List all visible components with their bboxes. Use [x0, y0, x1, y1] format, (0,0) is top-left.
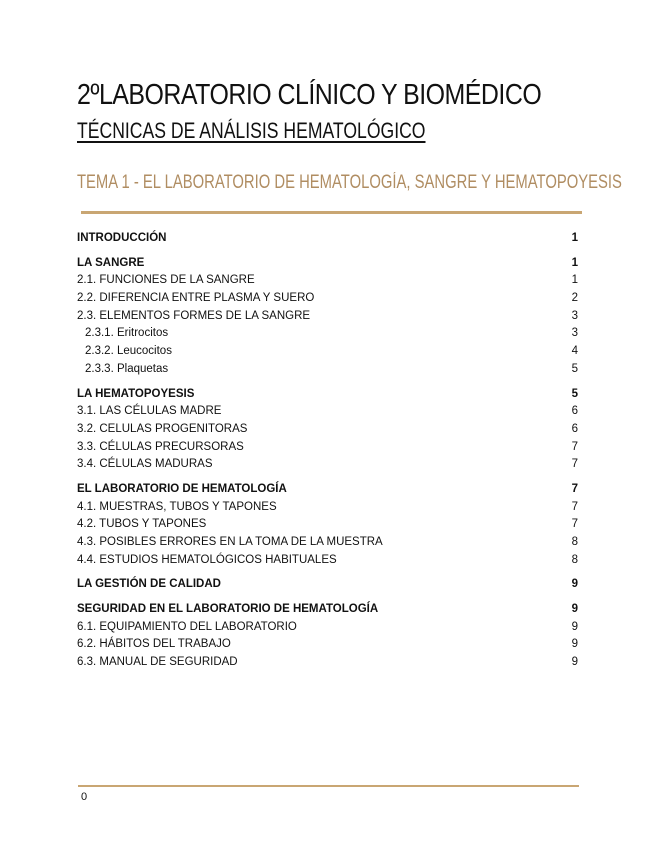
toc-entry[interactable] — [77, 361, 578, 379]
toc-entry-page: 8 — [571, 536, 578, 548]
toc-entry-label: 6.3. MANUAL DE SEGURIDAD — [77, 656, 238, 669]
toc-entry-label: 2.3.3. Plaquetas — [85, 362, 169, 375]
toc-entry-page: 7 — [571, 500, 578, 513]
toc-entry-label: 4.3. POSIBLES ERRORES EN LA TOMA DE LA MUESTRA — [77, 536, 383, 548]
toc-entry-page: 7 — [571, 482, 578, 495]
toc-entry-label: 3.2. CELULAS PROGENITORAS — [77, 422, 248, 435]
toc-entry-page: 4 — [571, 345, 578, 358]
toc-entry[interactable] — [77, 516, 578, 534]
toc-entry[interactable] — [77, 456, 578, 474]
toc-entry-page: 6 — [571, 405, 578, 418]
toc-entry-label: SEGURIDAD EN EL LABORATORIO DE HEMATOLOGÍA — [77, 603, 379, 616]
toc-entry[interactable] — [77, 325, 578, 343]
toc-section-entry[interactable] — [77, 601, 578, 619]
toc-entry-page: 9 — [571, 656, 578, 669]
toc-entry-page: 7 — [571, 440, 578, 453]
toc-entry[interactable] — [77, 421, 578, 439]
toc-entry-label: 6.1. EQUIPAMIENTO DEL LABORATORIO — [77, 620, 297, 633]
toc-entry[interactable] — [77, 636, 578, 654]
toc-entry-label: 6.2. HÁBITOS DEL TRABAJO — [77, 638, 231, 651]
toc-section-entry[interactable] — [77, 230, 578, 248]
toc-entry-label: 4.2. TUBOS Y TAPONES — [77, 518, 207, 531]
header-divider — [81, 211, 582, 214]
toc-entry-page: 5 — [571, 387, 578, 400]
toc-entry-page: 9 — [571, 620, 578, 633]
toc-entry-label: 2.3.1. Eritrocitos — [85, 327, 169, 340]
toc-entry[interactable] — [77, 290, 578, 308]
toc-entry-label: 2.1. FUNCIONES DE LA SANGRE — [77, 274, 255, 287]
toc-entry-label: 2.3. ELEMENTOS FORMES DE LA SANGRE — [77, 309, 311, 322]
toc-section-entry[interactable] — [77, 255, 578, 273]
footer-divider — [78, 785, 579, 787]
toc-entry-page: 5 — [571, 362, 578, 375]
toc-section-entry[interactable] — [77, 386, 578, 404]
document-title: 2ºLABORATORIO CLÍNICO Y BIOMÉDICO — [77, 79, 542, 111]
toc-entry-page: 9 — [571, 638, 578, 651]
toc-entry-label: 3.1. LAS CÉLULAS MADRE — [77, 405, 222, 418]
toc-entry-label: INTRODUCCIÓN — [77, 232, 167, 244]
toc-entry-label: 3.4. CÉLULAS MADURAS — [77, 458, 213, 471]
table-of-contents — [77, 230, 578, 672]
toc-entry-page: 7 — [571, 458, 578, 471]
page-number: 0 — [81, 791, 88, 803]
toc-entry-label: 4.1. MUESTRAS, TUBOS Y TAPONES — [77, 500, 277, 513]
toc-entry-page: 1 — [571, 232, 578, 244]
toc-entry-page: 2 — [571, 292, 578, 305]
toc-entry-label: LA HEMATOPOYESIS — [77, 387, 195, 400]
toc-entry-label: 2.3.2. Leucocitos — [85, 345, 172, 358]
toc-entry[interactable] — [77, 439, 578, 457]
toc-entry-page: 8 — [571, 553, 578, 566]
toc-entry-label: LA GESTIÓN DE CALIDAD — [77, 578, 221, 591]
toc-entry-page: 9 — [571, 603, 578, 616]
document-subtitle: TÉCNICAS DE ANÁLISIS HEMATOLÓGICO — [77, 118, 426, 143]
toc-entry-label: 2.2. DIFERENCIA ENTRE PLASMA Y SUERO — [77, 292, 315, 305]
toc-entry[interactable] — [77, 619, 578, 637]
toc-section-entry[interactable] — [77, 576, 578, 594]
toc-entry-page: 7 — [571, 518, 578, 531]
toc-entry-label: LA SANGRE — [77, 256, 145, 269]
toc-entry[interactable] — [77, 343, 578, 361]
topic-heading: TEMA 1 - EL LABORATORIO DE HEMATOLOGÍA, SANGRE Y HEMATOPOYESIS — [77, 172, 622, 193]
toc-entry-label: EL LABORATORIO DE HEMATOLOGÍA — [77, 482, 287, 495]
toc-entry-page: 3 — [571, 309, 578, 322]
toc-entry-page: 3 — [571, 327, 578, 340]
toc-entry[interactable] — [77, 552, 578, 570]
toc-section-entry[interactable] — [77, 481, 578, 499]
toc-entry[interactable] — [77, 654, 578, 672]
toc-entry[interactable] — [77, 403, 578, 421]
toc-entry-label: 4.4. ESTUDIOS HEMATOLÓGICOS HABITUALES — [77, 553, 337, 566]
toc-entry[interactable] — [77, 308, 578, 326]
toc-entry-label: 3.3. CÉLULAS PRECURSORAS — [77, 440, 244, 453]
toc-entry-page: 1 — [571, 256, 578, 269]
toc-entry-page: 9 — [571, 578, 578, 591]
toc-entry[interactable] — [77, 499, 578, 517]
toc-entry-page: 6 — [571, 422, 578, 435]
toc-entry-page: 1 — [571, 274, 578, 287]
toc-entry[interactable] — [77, 534, 578, 552]
toc-entry[interactable] — [77, 272, 578, 290]
